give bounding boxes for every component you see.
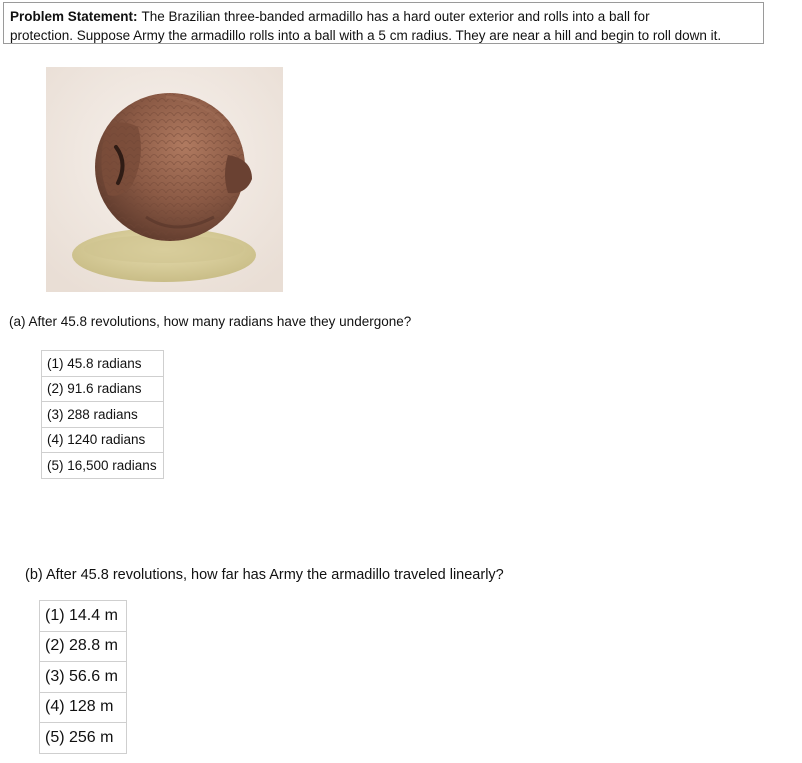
option-b-2[interactable] xyxy=(40,631,127,662)
armadillo-ball-image xyxy=(46,67,283,292)
option-a-5[interactable] xyxy=(42,453,164,479)
option-a-1[interactable] xyxy=(42,351,164,377)
option-a-2-label[interactable]: (2) 91.6 radians xyxy=(42,376,164,402)
option-b-1[interactable] xyxy=(40,601,127,632)
option-a-4[interactable] xyxy=(42,427,164,453)
question-a: (a) After 45.8 revolutions, how many radians have they undergone? xyxy=(9,314,412,329)
options-b-list xyxy=(39,600,127,754)
option-a-3-label[interactable]: (3) 288 radians xyxy=(42,402,164,428)
option-b-4-label[interactable]: (4) 128 m xyxy=(40,692,127,723)
option-a-4-label[interactable]: (4) 1240 radians xyxy=(42,427,164,453)
option-a-3[interactable] xyxy=(42,402,164,428)
option-b-5[interactable] xyxy=(40,723,127,754)
option-b-4[interactable] xyxy=(40,692,127,723)
problem-statement-line1: The Brazilian three-banded armadillo has a hard outer exterior and rolls into a ball for xyxy=(141,9,650,24)
problem-statement-label: Problem Statement: xyxy=(10,9,138,24)
options-a-list xyxy=(41,350,164,479)
problem-statement xyxy=(3,2,764,44)
problem-statement-line2: protection. Suppose Army the armadillo rolls into a ball with a 5 cm radius. They are near a hill and begin to roll down it. xyxy=(10,28,722,43)
option-a-1-label[interactable]: (1) 45.8 radians xyxy=(42,351,164,377)
option-b-3[interactable] xyxy=(40,662,127,693)
question-b: (b) After 45.8 revolutions, how far has Army the armadillo traveled linearly? xyxy=(25,567,504,583)
option-b-2-label[interactable]: (2) 28.8 m xyxy=(40,631,127,662)
armadillo-photo xyxy=(46,67,283,292)
option-b-5-label[interactable]: (5) 256 m xyxy=(40,723,127,754)
option-a-5-label[interactable]: (5) 16,500 radians xyxy=(42,453,164,479)
option-a-2[interactable] xyxy=(42,376,164,402)
option-b-3-label[interactable]: (3) 56.6 m xyxy=(40,662,127,693)
option-b-1-label[interactable]: (1) 14.4 m xyxy=(40,601,127,632)
